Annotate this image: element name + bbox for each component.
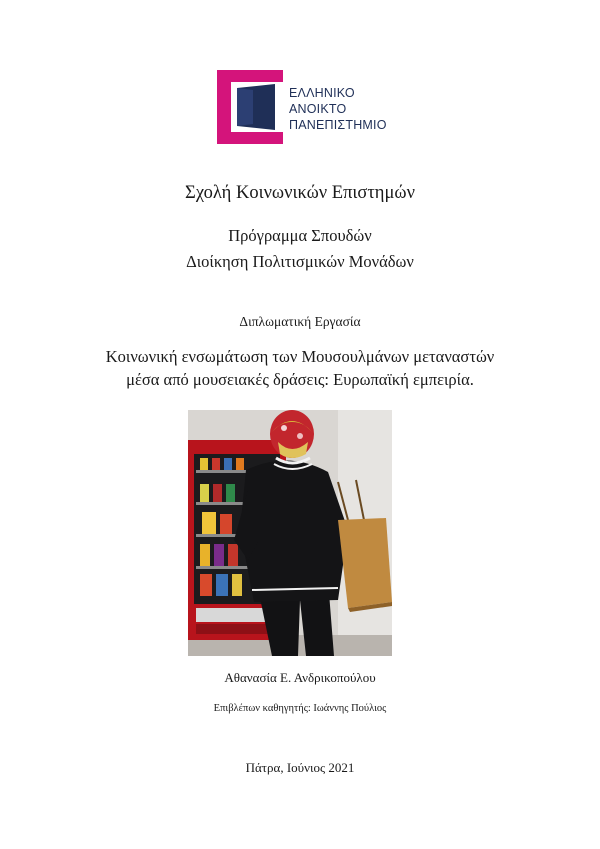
thesis-type: Διπλωματική Εργασία [239,314,361,329]
place-date: Πάτρα, Ιούνιος 2021 [245,760,355,775]
logo-line-2: ΑΝΟΙΚΤΟ [289,102,347,116]
logo-wordmark [289,85,387,133]
program-label: Πρόγραμμα Σπουδών [228,226,372,245]
school-name: Σχολή Κοινωνικών Επιστημών [185,183,415,203]
supervisor: Επιβλέπων καθηγητής: Ιωάννης Πούλιος [213,703,387,714]
program-name: Διοίκηση Πολιτισμικών Μονάδων [186,252,414,271]
cover-photo [188,410,392,656]
university-logo [217,70,407,144]
thesis-title-line-1: Κοινωνική ενσωμάτωση των Μουσουλμάνων μεταναστών [105,347,495,366]
author-name: Αθανασία Ε. Ανδρικοπούλου [224,670,376,685]
logo-line-1: ΕΛΛΗΝΙΚΟ [289,86,355,100]
thesis-title-line-2: μέσα από μουσειακές δράσεις: Ευρωπαϊκή εμπειρία. [126,370,474,389]
vending-machine-photo-illustration [188,410,392,656]
logo-line-3: ΠΑΝΕΠΙΣΤΗΜΙΟ [289,118,387,132]
